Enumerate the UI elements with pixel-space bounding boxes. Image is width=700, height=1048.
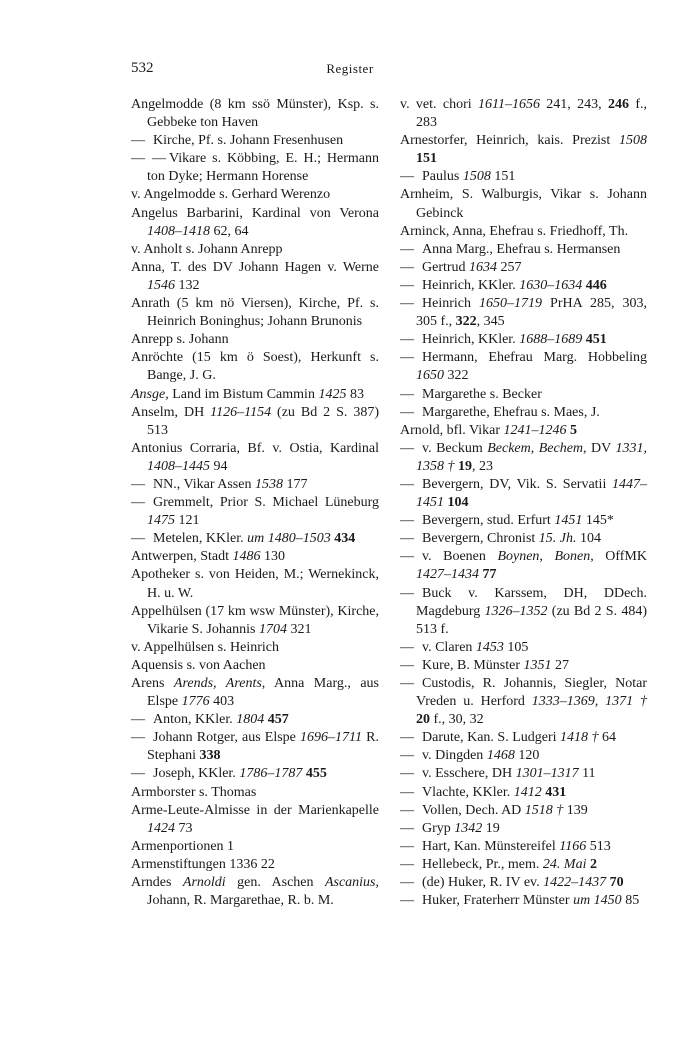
entry-text: 322 [444, 368, 469, 384]
entry-text: Bevergern, DV, Vik. S. Servatii [422, 476, 612, 492]
entry-text: 1468 [486, 748, 515, 764]
index-entry [400, 838, 647, 856]
entry-text: Joseph, KKler. [153, 766, 240, 782]
entry-text: Anna, T. des DV Johann Hagen v. Werne [131, 259, 379, 275]
entry-text: 1688–1689 [519, 332, 583, 348]
entry-text: 434 [334, 531, 356, 547]
entry-text: v. Angelmodde s. Gerhard Werenzo [131, 187, 331, 203]
index-entry [400, 530, 647, 548]
entry-text: 77 [482, 567, 497, 583]
entry-text: 1425 [318, 386, 347, 402]
entry-text: Anton, KKler. [153, 712, 237, 728]
entry-text: Arnoldi [182, 875, 226, 891]
index-entry [131, 530, 379, 548]
entry-text: Boynen, Bonen [497, 549, 591, 565]
index-entry [131, 150, 379, 186]
index-entry [400, 820, 647, 838]
index-entry [400, 349, 647, 385]
entry-text: Vlachte, KKler. [422, 784, 514, 800]
entry-text: 1342 [454, 820, 483, 836]
entry-text: 1696–1711 [300, 730, 363, 746]
entry-text: Kure, B. Münster [422, 657, 524, 673]
entry-text: 1333–1369, 1371 † [531, 694, 648, 710]
entry-text: 1418 † [560, 730, 599, 746]
index-entry [400, 96, 647, 132]
index-entry [131, 295, 379, 331]
entry-text: 257 [497, 259, 522, 275]
entry-text: Gremmelt, Prior S. Michael Lüneburg [153, 495, 379, 511]
entry-text: 145* [582, 513, 614, 529]
entry-text: Ascanius [324, 875, 376, 891]
entry-text: 1546 [147, 277, 175, 293]
entry-text: 1331, 1358 † [416, 440, 647, 474]
index-entry [400, 802, 647, 820]
entry-text: 513 [586, 838, 611, 854]
index-entry [131, 186, 379, 204]
entry-text: Heinrich, KKler. [422, 332, 520, 348]
index-entry [400, 874, 647, 892]
entry-text: Kirche, Pf. s. Johann Fresenhusen [153, 133, 344, 149]
entry-text: 1408–1418 [147, 223, 210, 239]
index-entry [131, 440, 379, 476]
entry-text: , Anna Marg., aus Elspe [147, 676, 379, 710]
entry-text: Arme-Leute-Almisse in der Marienkapelle [131, 802, 379, 818]
index-entry [131, 566, 379, 602]
index-entry [400, 856, 647, 874]
entry-text: , 345 [476, 314, 505, 330]
index-entry [131, 404, 379, 440]
entry-text: Custodis, R. Johannis, Siegler, Notar Vreden u. Herford [416, 676, 647, 710]
entry-text: v. Appelhülsen s. Heinrich [131, 639, 280, 655]
entry-text: 1650 [416, 368, 444, 384]
entry-text: (de) Huker, R. IV ev. [422, 875, 544, 891]
entry-text: Arnold, bfl. Vikar [400, 422, 504, 438]
index-entry [131, 494, 379, 530]
index-entry [131, 765, 379, 783]
entry-text: 121 [175, 513, 200, 529]
index-entry [131, 856, 379, 874]
index-entry [400, 331, 647, 349]
entry-text: 1447–1451 [416, 476, 647, 511]
index-entry [131, 96, 379, 132]
entry-text: Metelen, KKler. [153, 531, 248, 547]
index-entry [400, 404, 647, 422]
entry-text: 241, 243, [539, 97, 608, 112]
entry-text: f., 30, 32 [430, 712, 484, 728]
index-entry [400, 675, 647, 729]
index-entry [400, 892, 647, 910]
entry-text: 15. Jh. [538, 531, 577, 547]
index-entry [400, 657, 647, 675]
index-entry [131, 259, 379, 295]
entry-text: 1412 [513, 784, 542, 800]
entry-text: 446 [585, 277, 607, 293]
entry-text: 1422–1437 [543, 875, 607, 891]
entry-text: 1518 † [524, 802, 564, 818]
entry-text: PrHA 285, 303, 305 f., [416, 296, 647, 330]
entry-text: Antonius Corraria, Bf. v. Ostia, Kardinal [131, 440, 379, 456]
entry-text: 1650–1719 [479, 296, 543, 312]
index-entry [131, 729, 379, 765]
index-entry [400, 186, 647, 222]
entry-text: (zu Bd 2 S. 484) 513 f. [416, 603, 647, 637]
entry-text: 139 [563, 802, 588, 818]
entry-text: 19 [482, 820, 500, 836]
entry-text: f., 283 [416, 97, 648, 131]
entry-text: 62, 64 [210, 223, 249, 239]
index-entry [400, 422, 647, 440]
entry-text: 1786–1787 [239, 766, 303, 782]
entry-text: Johann Rotger, aus Elspe [153, 730, 301, 746]
entry-text: 24. Mai [542, 856, 587, 872]
index-entry [131, 874, 379, 910]
index-column-left [131, 96, 379, 910]
index-entry [400, 277, 647, 295]
entry-text: Huker, Fraterherr Münster [422, 893, 574, 909]
entry-text: 83 [346, 386, 364, 402]
entry-text: 1508 [462, 169, 491, 185]
entry-text: 151 [416, 151, 437, 167]
entry-text: Margarethe s. Becker [422, 386, 542, 402]
entry-text: Hermann, Ehefrau Marg. Hobbeling [422, 350, 647, 366]
entry-text: 403 [209, 694, 235, 710]
entry-text: Heinrich [422, 296, 480, 312]
entry-text: Anselm, DH [131, 404, 211, 420]
entry-text: Heinrich, KKler. [422, 277, 520, 293]
entry-text: 11 [578, 766, 596, 782]
entry-text: 2 [589, 856, 597, 872]
index-entry [131, 349, 379, 385]
entry-text: 1166 [559, 838, 587, 854]
entry-text: 1408–1445 [147, 458, 210, 474]
entry-text: 1451 [554, 513, 583, 529]
index-entry [400, 223, 647, 241]
entry-text: 246 [608, 97, 629, 112]
entry-text: , 23 [472, 458, 493, 474]
entry-text: Anrepp s. Johann [131, 332, 229, 348]
entry-text: 455 [305, 766, 327, 782]
entry-text: Vikare s. Köbbing, E. H.; Hermann ton Dyke; Hermann Horense [147, 151, 379, 185]
index-entry [400, 241, 647, 259]
entry-text: um 1480–1503 [247, 531, 331, 547]
entry-text: Arninck, Anna, Ehefrau s. Friedhoff, Th. [400, 223, 629, 239]
entry-text: v. Boenen [422, 549, 498, 565]
entry-text: 1326–1352 [484, 603, 548, 619]
running-title: Register [326, 61, 374, 76]
entry-text: 94 [210, 458, 228, 474]
entry-text: 1424 [147, 820, 175, 836]
entry-text: 130 [260, 549, 285, 565]
entry-text: 1634 [469, 259, 498, 275]
entry-text: um 1450 [573, 893, 622, 909]
entry-text: Hellebeck, Pr., mem. [422, 856, 543, 872]
entry-text: Arndes [131, 875, 183, 891]
entry-text: 1241–1246 [503, 422, 567, 438]
entry-text: Arnestorfer, Heinrich, kais. Prezist [400, 133, 619, 149]
entry-text: v. Anholt s. Johann Anrepp [131, 241, 283, 257]
entry-text: (zu Bd 2 S. 387) 513 [147, 404, 379, 438]
index-entry [131, 802, 379, 838]
entry-text: 85 [621, 893, 640, 909]
index-entry [131, 132, 379, 150]
index-entry [131, 241, 379, 259]
entry-text: v. vet. chori [400, 97, 478, 112]
entry-text: , OffMK [590, 549, 647, 565]
entry-text: gen. Aschen [225, 875, 325, 891]
index-entry [131, 657, 379, 675]
entry-text: 1351 [523, 657, 552, 673]
entry-text: 20 [416, 712, 430, 728]
entry-text: Margarethe, Ehefrau s. Maes, J. [422, 404, 600, 420]
index-entry [400, 259, 647, 277]
entry-text: Aquensis s. von Aachen [131, 657, 266, 673]
index-entry [131, 548, 379, 566]
entry-text: Buck v. Karssem, DH, DDech. Magdeburg [416, 585, 647, 619]
entry-text: 1475 [147, 513, 175, 529]
entry-text: Anrath (5 km nö Viersen), Kirche, Pf. s. Heinrich Boninghus; Johann Brunonis [131, 296, 379, 330]
index-entry [131, 386, 379, 404]
entry-text: 1427–1434 [416, 567, 479, 583]
index-entry [400, 639, 647, 657]
entry-text: 105 [503, 639, 529, 655]
entry-text: 1630–1634 [519, 277, 583, 293]
entry-text: , DV [583, 440, 616, 456]
index-entry [400, 476, 647, 512]
entry-text: Anna Marg., Ehefrau s. Hermansen [422, 241, 621, 257]
entry-text: Ansge [131, 386, 166, 402]
entry-text: 457 [267, 712, 289, 728]
entry-text: , Johann, R. Margarethae, R. b. M. [147, 875, 379, 909]
entry-text: 451 [585, 332, 607, 348]
entry-text: 1126–1154 [210, 404, 272, 420]
index-entry [131, 639, 379, 657]
entry-text: 104 [576, 531, 601, 547]
entry-text: Armborster s. Thomas [131, 784, 257, 800]
index-entry [400, 386, 647, 404]
entry-text: 1508 [619, 133, 647, 149]
entry-text: 338 [199, 748, 221, 764]
page-number: 532 [131, 60, 154, 76]
index-entry [400, 747, 647, 765]
entry-text: Arens [131, 676, 174, 691]
index-entry [400, 168, 647, 186]
entry-text: 177 [282, 476, 308, 492]
entry-text: Arends, Arents [173, 676, 262, 691]
entry-text: 1611–1656 [478, 97, 540, 112]
index-entry [131, 711, 379, 729]
entry-text: Apotheker s. von Heiden, M.; Wernekinck, H. u. W. [131, 567, 379, 601]
entry-text: 1804 [236, 712, 265, 728]
index-entry [131, 838, 379, 856]
entry-text: 132 [175, 277, 200, 293]
entry-text: Bevergern, stud. Erfurt [422, 513, 555, 529]
entry-text: 64 [598, 730, 617, 746]
entry-text: Armenportionen 1 [131, 838, 235, 854]
index-entry [131, 784, 379, 802]
entry-text: 5 [570, 422, 577, 438]
entry-text: 27 [551, 657, 569, 673]
entry-text: 431 [545, 784, 567, 800]
entry-text: , Land im Bistum Cammin [165, 386, 319, 402]
entry-text: 19 [458, 458, 472, 474]
entry-text: 1704 [258, 621, 287, 637]
entry-text: Bevergern, Chronist [422, 531, 539, 547]
entry-text: Antwerpen, Stadt [131, 549, 233, 565]
index-entry [400, 784, 647, 802]
entry-text: Angelmodde (8 km ssö Münster), Ksp. s. Gebbeke ton Haven [131, 97, 379, 131]
entry-text: 1301–1317 [515, 766, 579, 782]
entry-text: Appelhülsen (17 km wsw Münster), Kirche, Vikarie S. Johannis [131, 603, 379, 637]
index-entry [400, 295, 647, 331]
entry-text: 73 [175, 820, 193, 836]
entry-text: R. Stephani [147, 730, 379, 764]
index-entry [131, 603, 379, 639]
entry-text: 120 [514, 748, 540, 764]
index-entry [400, 548, 647, 584]
entry-text: Darute, Kan. S. Ludgeri [422, 730, 561, 746]
index-entry [400, 512, 647, 530]
entry-text: Angelus Barbarini, Kardinal von Verona [131, 205, 379, 221]
entry-text: NN., Vikar Assen [153, 476, 255, 492]
entry-text: 151 [490, 169, 516, 185]
entry-text: Paulus [422, 169, 463, 185]
index-entry [131, 331, 379, 349]
entry-text: Beckem, Bechem [487, 440, 584, 456]
entry-text: 321 [286, 621, 312, 637]
index-entry [131, 205, 379, 241]
entry-text: 1538 [254, 476, 283, 492]
entry-text: v. Esschere, DH [422, 766, 516, 782]
entry-text: Arnheim, S. Walburgis, Vikar s. Johann Gebinck [400, 187, 647, 221]
entry-text: v. Claren [422, 639, 476, 655]
entry-text: Hart, Kan. Münstereifel [422, 838, 560, 854]
entry-text: Gertrud [422, 259, 470, 275]
index-entry [131, 675, 379, 711]
index-column-right [400, 96, 647, 910]
index-entry [400, 765, 647, 783]
entry-text: Armenstiftungen 1336 22 [131, 856, 275, 872]
entry-text: v. Beckum [422, 440, 488, 456]
entry-text: Anröchte (15 km ö Soest), Herkunft s. Bange, J. G. [131, 350, 379, 384]
entry-text: 104 [447, 495, 469, 511]
index-entry [400, 585, 647, 639]
entry-text: Gryp [422, 820, 455, 836]
index-entry [400, 729, 647, 747]
entry-text: 322 [455, 314, 477, 330]
entry-text: 1776 [181, 694, 210, 710]
index-entry [131, 476, 379, 494]
entry-text: 1486 [232, 549, 261, 565]
entry-text: v. Dingden [422, 748, 487, 764]
entry-text: 70 [609, 875, 624, 891]
index-entry [400, 440, 647, 476]
entry-text: Vollen, Dech. AD [422, 802, 525, 818]
index-entry [400, 132, 647, 168]
entry-text: 1453 [475, 639, 504, 655]
